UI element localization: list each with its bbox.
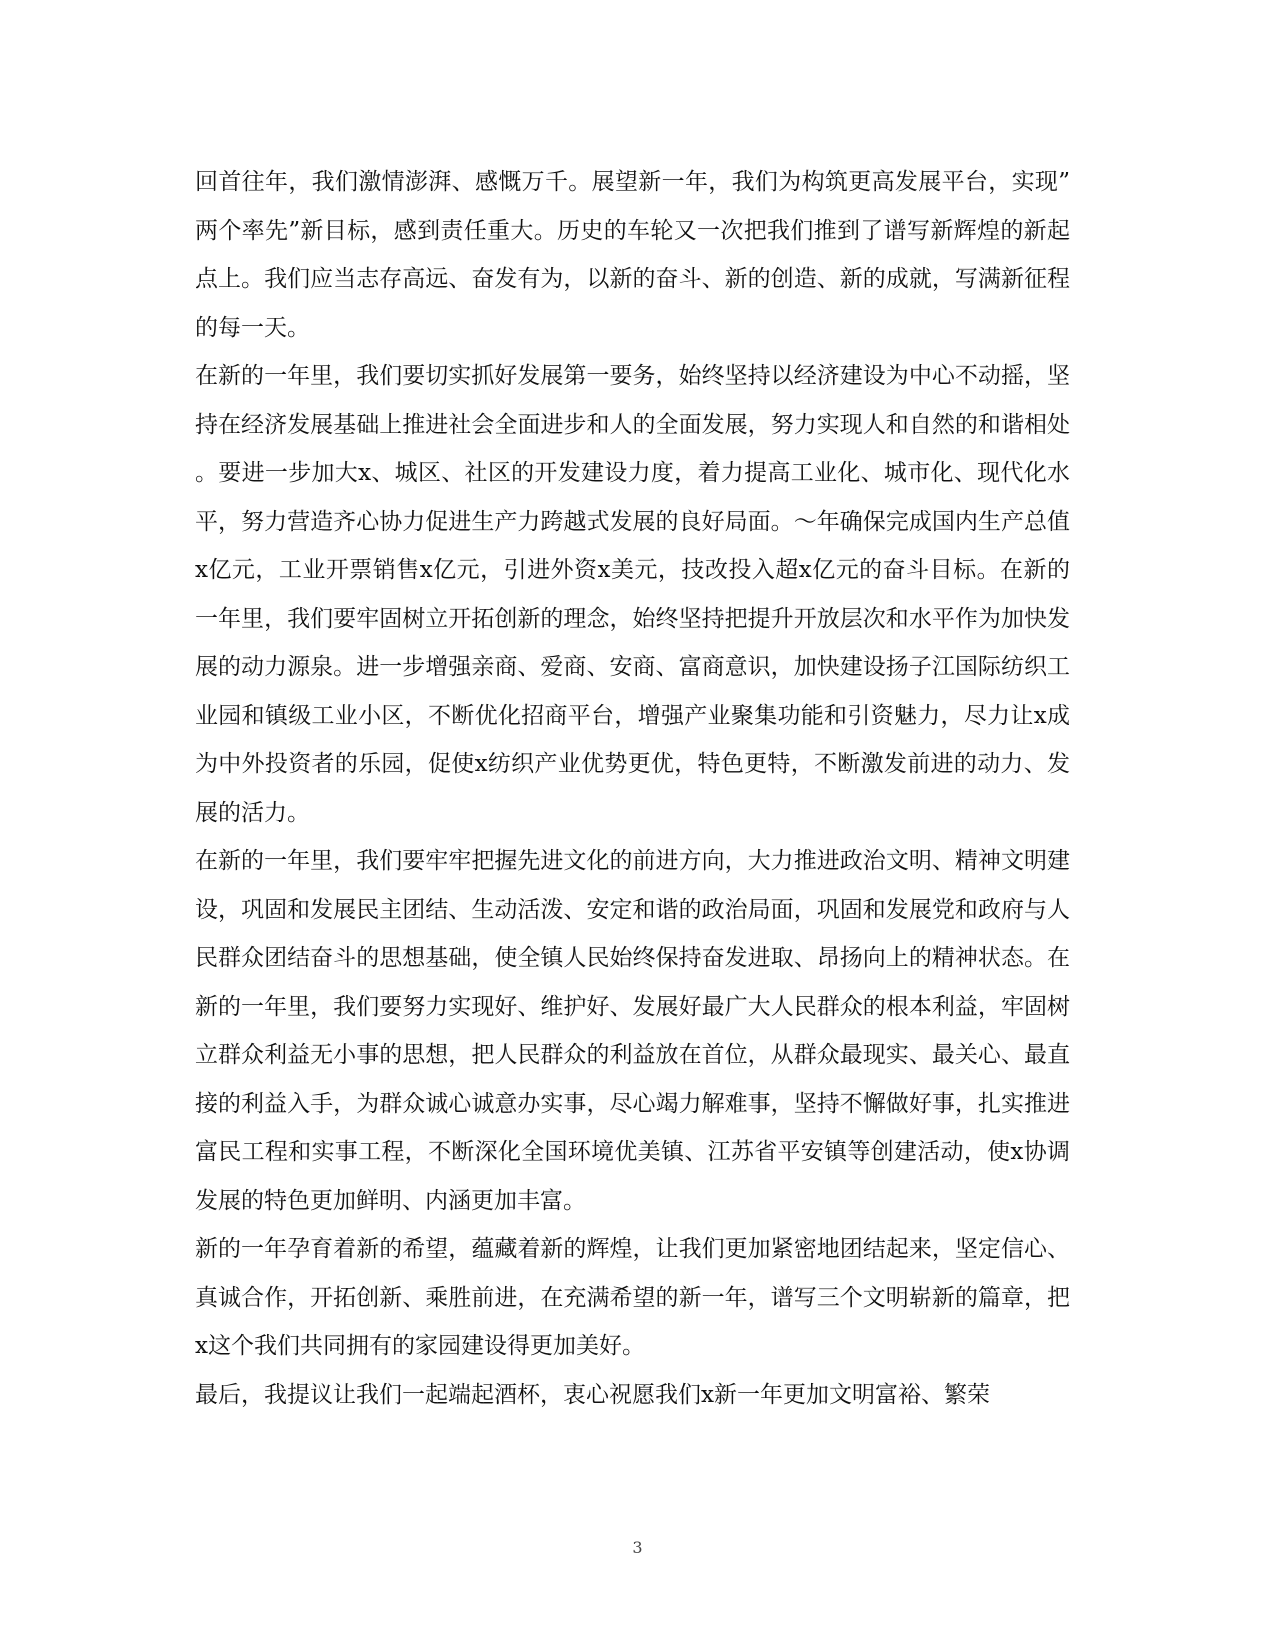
paragraph-4: 新的一年孕育着新的希望，蕴藏着新的辉煌，让我们更加紧密地团结起来，坚定信心、真诚合作，开拓创新、乘胜前进，在充满希望的新一年，谱写三个文明崭新的篇章，把x这个我们共同拥有的家园建设得更加美好。 [195,1236,1070,1359]
paragraph-1: 回首往年，我们激情澎湃、感慨万千。展望新一年，我们为构筑更高发展平台，实现”两个率先”新目标，感到责任重大。历史的车轮又一次把我们推到了谱写新辉煌的新起点上。我们应当志存高远、奋发有为，以新的奋斗、新的创造、新的成就，写满新征程的每一天。 [195,169,1070,341]
paragraph-3: 在新的一年里，我们要牢牢把握先进文化的前进方向，大力推进政治文明、精神文明建设，巩固和发展民主团结、生动活泼、安定和谐的政治局面，巩固和发展党和政府与人民群众团结奋斗的思想基础，使全镇人民始终保持奋发进取、昂扬向上的精神状态。在新的一年里，我们要努力实现好、维护好、发展好最广大人民群众的根本利益，牢固树立群众利益无小事的思想，把人民群众的利益放在首位，从群众最现实、最关心、最直接的利益入手，为群众诚心诚意办实事，尽心竭力解难事，坚持不懈做好事，扎实推进富民工程和实事工程，不断深化全国环境优美镇、江苏省平安镇等创建活动，使x协调发展的特色更加鲜明、内涵更加丰富。 [195,848,1070,1214]
document-body [195,158,1070,1419]
paragraph-5: 最后，我提议让我们一起端起酒杯，衷心祝愿我们x新一年更加文明富裕、繁荣 [195,1381,990,1408]
paragraph-2: 在新的一年里，我们要切实抓好发展第一要务，始终坚持以经济建设为中心不动摇，坚持在经济发展基础上推进社会全面进步和人的全面发展，努力实现人和自然的和谐相处。要进一步加大x、城区、社区的开发建设力度，着力提高工业化、城市化、现代化水平，努力营造齐心协力促进生产力跨越式发展的良好局面。～年确保完成国内生产总值x亿元，工业开票销售x亿元，引进外资x美元，技改投入超x亿元的奋斗目标。在新的一年里，我们要牢固树立开拓创新的理念，始终坚持把提升开放层次和水平作为加快发展的动力源泉。进一步增强亲商、爱商、安商、富商意识，加快建设扬子江国际纺织工业园和镇级工业小区，不断优化招商平台，增强产业聚集功能和引资魅力，尽力让x成为中外投资者的乐园，促使x纺织产业优势更优，特色更特，不断激发前进的动力、发展的活力。 [195,363,1070,826]
page-number: 3 [632,1538,643,1557]
